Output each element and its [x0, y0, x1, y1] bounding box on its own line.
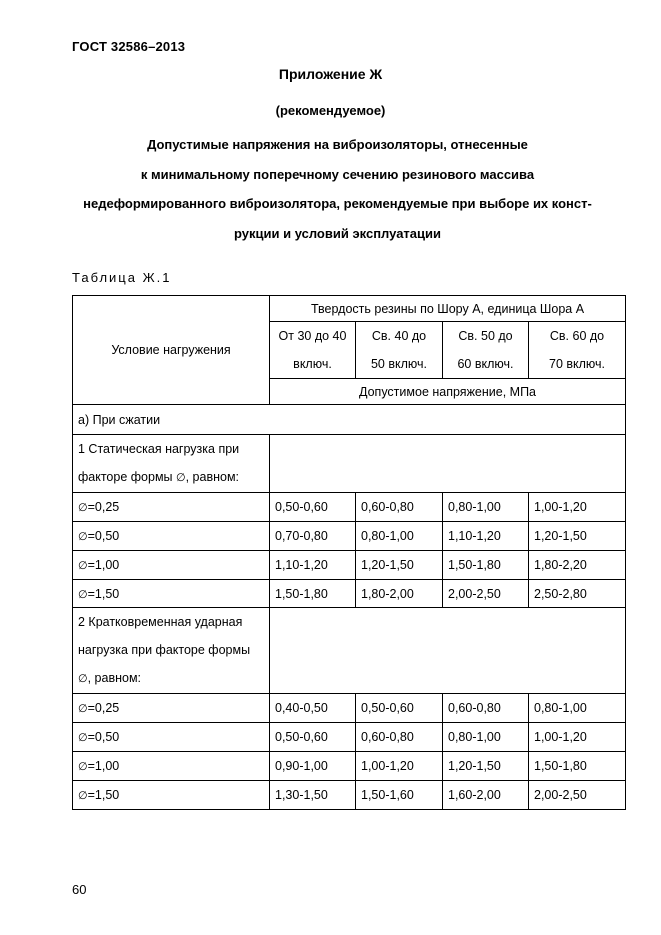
value-cell: 0,80-1,00 [443, 723, 529, 752]
shape-factor-symbol: ∅ [176, 471, 186, 484]
table-row [73, 752, 626, 781]
appendix-heading [60, 137, 615, 255]
shape-factor-symbol: ∅ [78, 587, 88, 601]
table-row [73, 522, 626, 551]
header-hardness-range: От 30 до 40 включ. [270, 322, 356, 379]
group-impact-load: 2 Кратковременная ударная нагрузка при факторе формы ∅, равном: [73, 608, 270, 694]
header-condition: Условие нагружения [73, 296, 270, 405]
value-cell: 1,20-1,50 [529, 522, 626, 551]
value-cell: 2,00-2,50 [443, 580, 529, 608]
table-caption: Таблица Ж.1 [72, 270, 172, 285]
shape-factor-symbol: ∅ [78, 789, 88, 802]
table-row [73, 781, 626, 810]
value-cell: 0,50-0,60 [270, 723, 356, 752]
value-cell: 0,90-1,00 [270, 752, 356, 781]
header-hardness: Твердость резины по Шору А, единица Шора А [270, 296, 626, 322]
shape-factor-symbol: ∅ [78, 559, 88, 572]
value-cell: 0,60-0,80 [356, 493, 443, 522]
value-cell: 1,00-1,20 [529, 493, 626, 522]
table-row [73, 580, 626, 608]
shape-factor-cell: ∅=1,00 [73, 752, 270, 781]
table-row [73, 493, 626, 522]
value-cell: 1,10-1,20 [270, 551, 356, 580]
empty-cell [270, 608, 626, 694]
value-cell: 2,00-2,50 [529, 781, 626, 810]
value-cell: 0,40-0,50 [270, 694, 356, 723]
value-cell: 0,70-0,80 [270, 522, 356, 551]
value-cell: 1,00-1,20 [529, 723, 626, 752]
stress-table [72, 295, 626, 810]
appendix-status: (рекомендуемое) [275, 103, 386, 118]
page-number: 60 [72, 882, 87, 897]
value-cell: 0,60-0,80 [443, 694, 529, 723]
shape-factor-cell: ∅=0,50 [73, 522, 270, 551]
heading-line: рукции и условий эксплуатации [234, 225, 441, 241]
shape-factor-symbol: ∅ [78, 530, 88, 543]
shape-factor-symbol: ∅ [78, 672, 88, 685]
value-cell: 0,50-0,60 [270, 493, 356, 522]
header-hardness-range: Св. 40 до 50 включ. [356, 322, 443, 379]
value-cell: 0,60-0,80 [356, 723, 443, 752]
value-cell: 1,20-1,50 [356, 551, 443, 580]
shape-factor-symbol: ∅ [78, 702, 88, 715]
value-cell: 1,30-1,50 [270, 781, 356, 810]
header-hardness-range: Св. 50 до 60 включ. [443, 322, 529, 379]
shape-factor-symbol: ∅ [78, 501, 88, 514]
value-cell: 1,50-1,80 [443, 551, 529, 580]
shape-factor-symbol: ∅ [78, 731, 88, 744]
heading-line: Допустимые напряжения на виброизоляторы, отнесенные [147, 137, 528, 152]
shape-factor-cell: ∅=0,25 [73, 694, 270, 723]
shape-factor-cell: ∅=1,00 [73, 551, 270, 580]
shape-factor-cell: ∅=1,50 [73, 781, 270, 810]
shape-factor-symbol: ∅ [78, 760, 88, 773]
value-cell: 1,20-1,50 [443, 752, 529, 781]
value-cell: 0,50-0,60 [356, 694, 443, 723]
document-header: ГОСТ 32586–2013 [72, 39, 186, 54]
value-cell: 1,10-1,20 [443, 522, 529, 551]
value-cell: 2,50-2,80 [529, 580, 626, 608]
value-cell: 1,50-1,80 [529, 752, 626, 781]
value-cell: 1,50-1,60 [356, 781, 443, 810]
shape-factor-cell: ∅=0,50 [73, 723, 270, 752]
table-row [73, 694, 626, 723]
empty-cell [270, 435, 626, 493]
value-cell: 1,80-2,20 [529, 551, 626, 580]
table-row [73, 551, 626, 580]
heading-line: недеформированного виброизолятора, рекомендуемые при выборе их конст- [83, 196, 592, 211]
section-compression: а) При сжатии [73, 405, 626, 435]
group-static-load: 1 Статическая нагрузка при факторе формы ∅, равном: [73, 435, 270, 493]
value-cell: 0,80-1,00 [529, 694, 626, 723]
value-cell: 1,80-2,00 [356, 580, 443, 608]
header-stress: Допустимое напряжение, МПа [270, 379, 626, 405]
heading-line: к минимальному поперечному сечению резинового массива [140, 166, 535, 182]
appendix-title: Приложение Ж [278, 66, 383, 82]
value-cell: 1,00-1,20 [356, 752, 443, 781]
table-row [73, 723, 626, 752]
value-cell: 1,50-1,80 [270, 580, 356, 608]
value-cell: 1,60-2,00 [443, 781, 529, 810]
shape-factor-cell: ∅=1,50 [73, 580, 270, 608]
value-cell: 0,80-1,00 [356, 522, 443, 551]
header-hardness-range: Св. 60 до 70 включ. [529, 322, 626, 379]
shape-factor-cell: ∅=0,25 [73, 493, 270, 522]
value-cell: 0,80-1,00 [443, 493, 529, 522]
